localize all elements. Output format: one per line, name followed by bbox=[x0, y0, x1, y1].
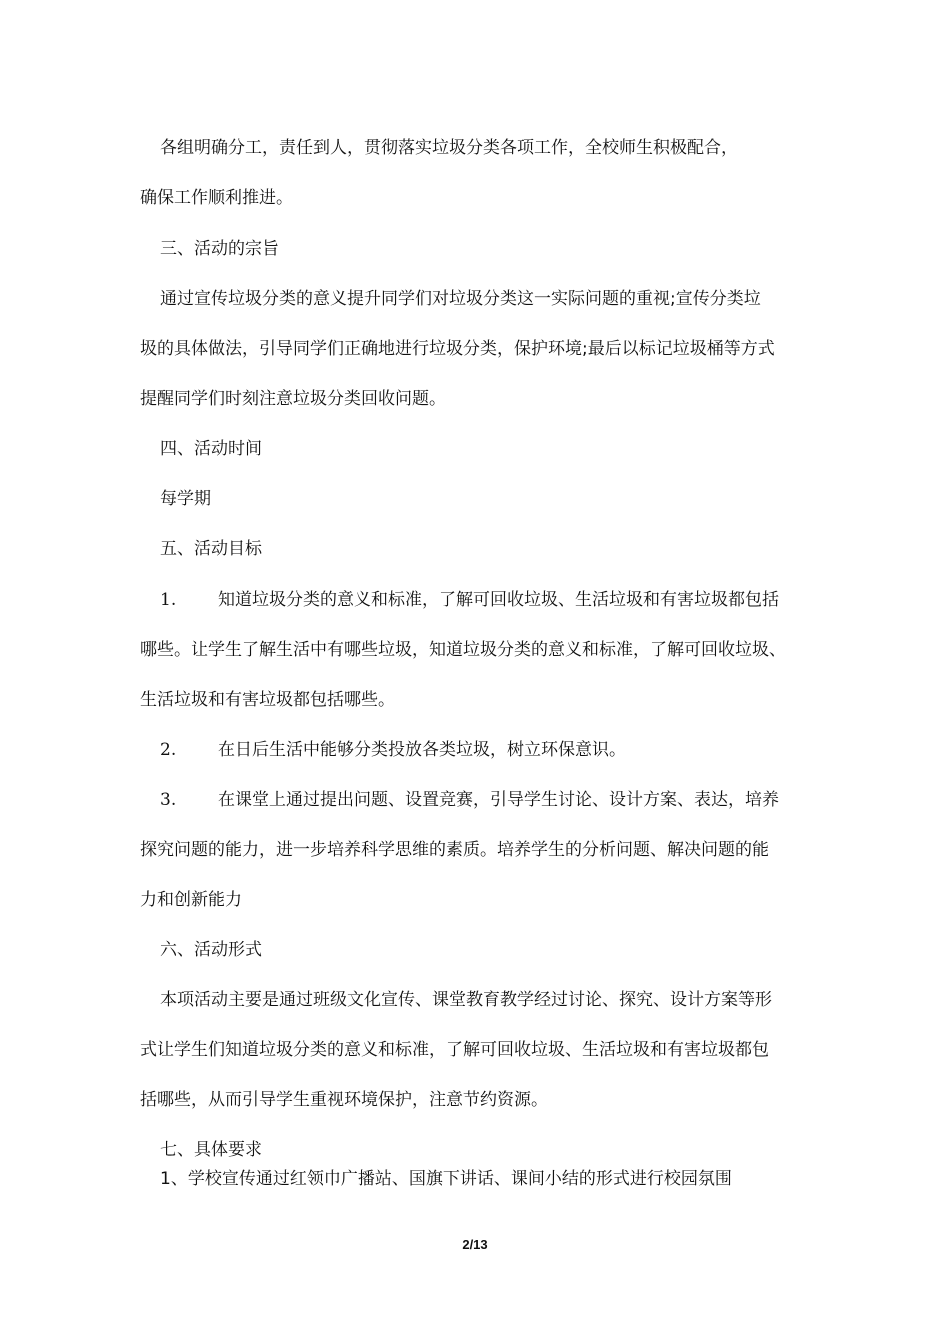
paragraph-line: 圾的具体做法，引导同学们正确地进行垃圾分类，保护环境;最后以标记垃圾桶等方式 bbox=[140, 339, 775, 359]
item-number: 1. bbox=[160, 590, 177, 610]
paragraph-line: 1、学校宣传通过红领巾广播站、国旗下讲话、课间小结的形式进行校园氛围 bbox=[160, 1169, 732, 1189]
item-text: 知道垃圾分类的意义和标准，了解可回收垃圾、生活垃圾和有害垃圾都包括 bbox=[218, 590, 779, 610]
item-text: 在课堂上通过提出问题、设置竞赛，引导学生讨论、设计方案、表达，培养 bbox=[218, 790, 779, 810]
numbered-item bbox=[160, 588, 779, 612]
section-heading: 五、活动目标 bbox=[160, 539, 262, 559]
paragraph-line: 本项活动主要是通过班级文化宣传、课堂教育教学经过讨论、探究、设计方案等形 bbox=[160, 990, 772, 1010]
paragraph-line: 各组明确分工，责任到人，贯彻落实垃圾分类各项工作，全校师生积极配合， bbox=[160, 138, 738, 158]
paragraph-line: 哪些。让学生了解生活中有哪些垃圾，知道垃圾分类的意义和标准，了解可回收垃圾、 bbox=[140, 640, 786, 660]
numbered-item bbox=[160, 788, 779, 812]
section-heading: 四、活动时间 bbox=[160, 439, 262, 459]
item-number: 2. bbox=[160, 740, 177, 760]
paragraph-line: 力和创新能力 bbox=[140, 890, 242, 910]
paragraph-line: 括哪些，从而引导学生重视环境保护，注意节约资源。 bbox=[140, 1090, 548, 1110]
paragraph-line: 探究问题的能力，进一步培养科学思维的素质。培养学生的分析问题、解决问题的能 bbox=[140, 840, 769, 860]
paragraph-line: 提醒同学们时刻注意垃圾分类回收问题。 bbox=[140, 389, 446, 409]
item-number: 3. bbox=[160, 790, 177, 810]
paragraph-line: 通过宣传垃圾分类的意义提升同学们对垃圾分类这一实际问题的重视;宣传分类垃 bbox=[160, 289, 761, 309]
paragraph-line: 生活垃圾和有害垃圾都包括哪些。 bbox=[140, 690, 395, 710]
section-heading: 六、活动形式 bbox=[160, 940, 262, 960]
page-number: 2/13 bbox=[462, 1237, 488, 1252]
paragraph-line: 确保工作顺利推进。 bbox=[140, 188, 293, 208]
section-heading: 七、具体要求 bbox=[160, 1140, 262, 1160]
section-heading: 三、活动的宗旨 bbox=[160, 239, 279, 259]
paragraph-line: 每学期 bbox=[160, 489, 211, 509]
paragraph-line: 式让学生们知道垃圾分类的意义和标准，了解可回收垃圾、生活垃圾和有害垃圾都包 bbox=[140, 1040, 769, 1060]
item-text: 在日后生活中能够分类投放各类垃圾，树立环保意识。 bbox=[218, 740, 626, 760]
numbered-item bbox=[160, 738, 626, 762]
